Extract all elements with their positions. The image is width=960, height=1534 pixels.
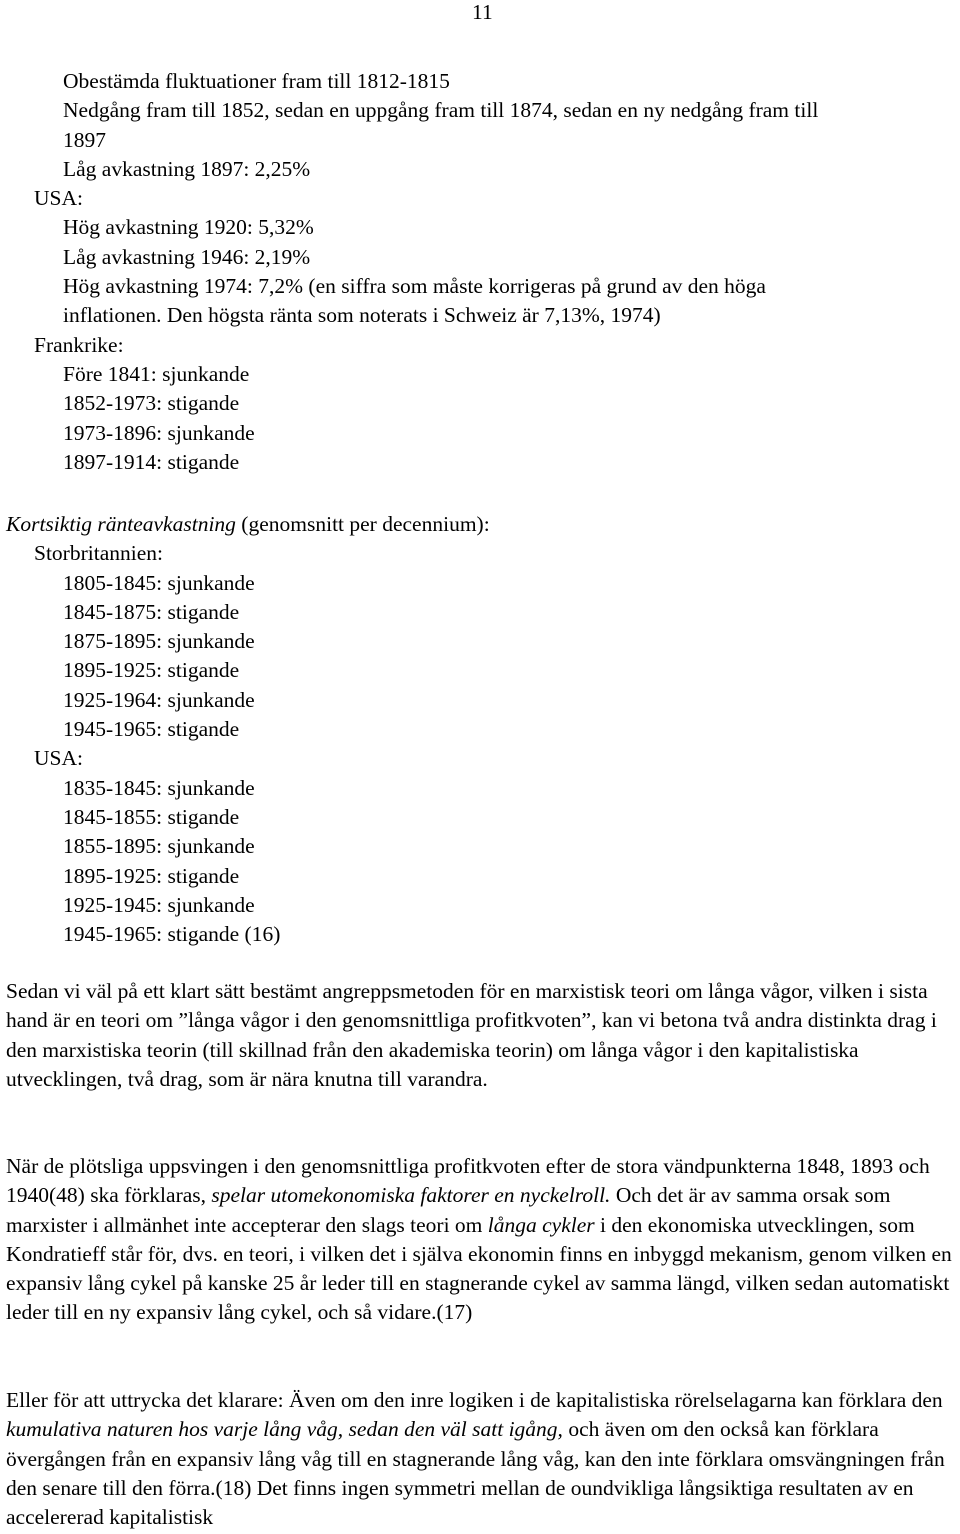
list-line: 1945-1965: stigande (16) bbox=[63, 922, 281, 947]
paragraph-1 bbox=[6, 977, 958, 1094]
list-line: inflationen. Den högsta ränta som noterats i Schweiz är 7,13%, 1974) bbox=[63, 303, 661, 328]
list-line: 1895-1925: stigande bbox=[63, 658, 240, 683]
paragraph-2-italic-2: långa cykler bbox=[487, 1212, 595, 1237]
list-line: Obestämda fluktuationer fram till 1812-1815 bbox=[63, 69, 450, 93]
section-heading-usa: USA: bbox=[34, 746, 83, 771]
list-line: Nedgång fram till 1852, sedan en uppgång fram till 1874, sedan en ny nedgång fram till bbox=[63, 98, 819, 123]
list-line: 1897 bbox=[63, 127, 106, 152]
short-term-heading bbox=[6, 510, 958, 539]
list-line: Före 1841: sjunkande bbox=[63, 361, 250, 386]
section-heading-usa: USA: bbox=[34, 186, 83, 211]
paragraph-1-text: Sedan vi väl på ett klart sätt bestämt angreppsmetoden för en marxistisk teori om långa vågor, vilken i sista hand är en teori om ”långa vågor i den genomsnittliga profitkvoten”, kan vi betona två andra distinkta drag i den marxistiska teorin (till skillnad från den akademiska teorin) om långa vågor i den kapitalistiska utvecklingen, två drag, som är nära knutna till varandra. bbox=[6, 979, 937, 1091]
list-line: 1845-1855: stigande bbox=[63, 804, 240, 829]
paragraph-2-italic-1: spelar utomekonomiska faktorer en nyckelroll. bbox=[211, 1183, 611, 1208]
list-line: 1973-1896: sjunkande bbox=[63, 420, 255, 445]
list-line: Hög avkastning 1920: 5,32% bbox=[63, 215, 314, 240]
page-number: 11 bbox=[472, 0, 493, 24]
paragraph-3-part-1: Eller för att uttrycka det klarare: Även om den inre logiken i de kapitalistiska rörelselagarna kan förklara den bbox=[6, 1388, 943, 1412]
list-line: 1835-1845: sjunkande bbox=[63, 775, 255, 800]
list-line: 1925-1945: sjunkande bbox=[63, 892, 255, 917]
list-line: 1855-1895: sjunkande bbox=[63, 834, 255, 859]
paragraph-2-text bbox=[6, 1152, 958, 1328]
list-line: 1805-1845: sjunkande bbox=[63, 570, 255, 595]
section-heading-uk: Storbritannien: bbox=[34, 541, 163, 566]
long-term-list bbox=[6, 67, 958, 477]
list-line: 1875-1895: sjunkande bbox=[63, 629, 255, 654]
short-term-list bbox=[6, 510, 958, 949]
list-line: 1845-1875: stigande bbox=[63, 599, 240, 624]
paragraph-3 bbox=[6, 1386, 958, 1532]
list-line: 1897-1914: stigande bbox=[63, 449, 240, 474]
paragraph-2-part-2: Och det är av samma orsak som marxister i allmänhet inte accepterar den slags teori om bbox=[6, 1183, 891, 1237]
list-line: 1852-1973: stigande bbox=[63, 391, 240, 416]
list-line: Låg avkastning 1946: 2,19% bbox=[63, 244, 311, 269]
list-line: 1945-1965: stigande bbox=[63, 717, 240, 742]
list-line: Låg avkastning 1897: 2,25% bbox=[63, 156, 311, 181]
list-line: Hög avkastning 1974: 7,2% (en siffra som måste korrigeras på grund av den höga bbox=[63, 274, 766, 299]
paragraph-3-part-2: och även om den också kan förklara övergången från en expansiv lång våg till en stagnerande lång våg, kan den inte förklara omsvängningen från den senare till den förra.(18) Det finns ingen symmetri mellan de oundvikliga långsiktiga resultaten av en accelererad kapitalistisk bbox=[6, 1417, 945, 1530]
section-heading-france: Frankrike: bbox=[34, 332, 124, 357]
paragraph-3-italic-1: kumulativa naturen hos varje lång våg, sedan den väl satt igång, bbox=[6, 1417, 563, 1442]
paragraph-3-text bbox=[6, 1386, 958, 1532]
short-term-heading-italic: Kortsiktig ränteavkastning bbox=[6, 512, 236, 536]
paragraph-2 bbox=[6, 1152, 958, 1328]
short-term-heading-rest: (genomsnitt per decennium): bbox=[235, 512, 490, 536]
list-line: 1895-1925: stigande bbox=[63, 863, 240, 888]
list-line: 1925-1964: sjunkande bbox=[63, 687, 255, 712]
paragraph-2-part-3: i den ekonomiska utvecklingen, som Kondratieff står för, dvs. en teori, i vilken det i själva ekonomin finns en inbyggd mekanism, genom vilken en expansiv lång cykel på kanske 25 år leder till en stagnerande cykel av samma längd, vilken sedan automatiskt leder till en ny expansiv lång cykel, och så vidare.(17) bbox=[6, 1212, 952, 1325]
paragraph-2-part-1: När de plötsliga uppsvingen i den genomsnittliga profitkvoten efter de stora vändpunkterna 1848, 1893 och 1940(48) ska förklaras, bbox=[6, 1154, 930, 1208]
